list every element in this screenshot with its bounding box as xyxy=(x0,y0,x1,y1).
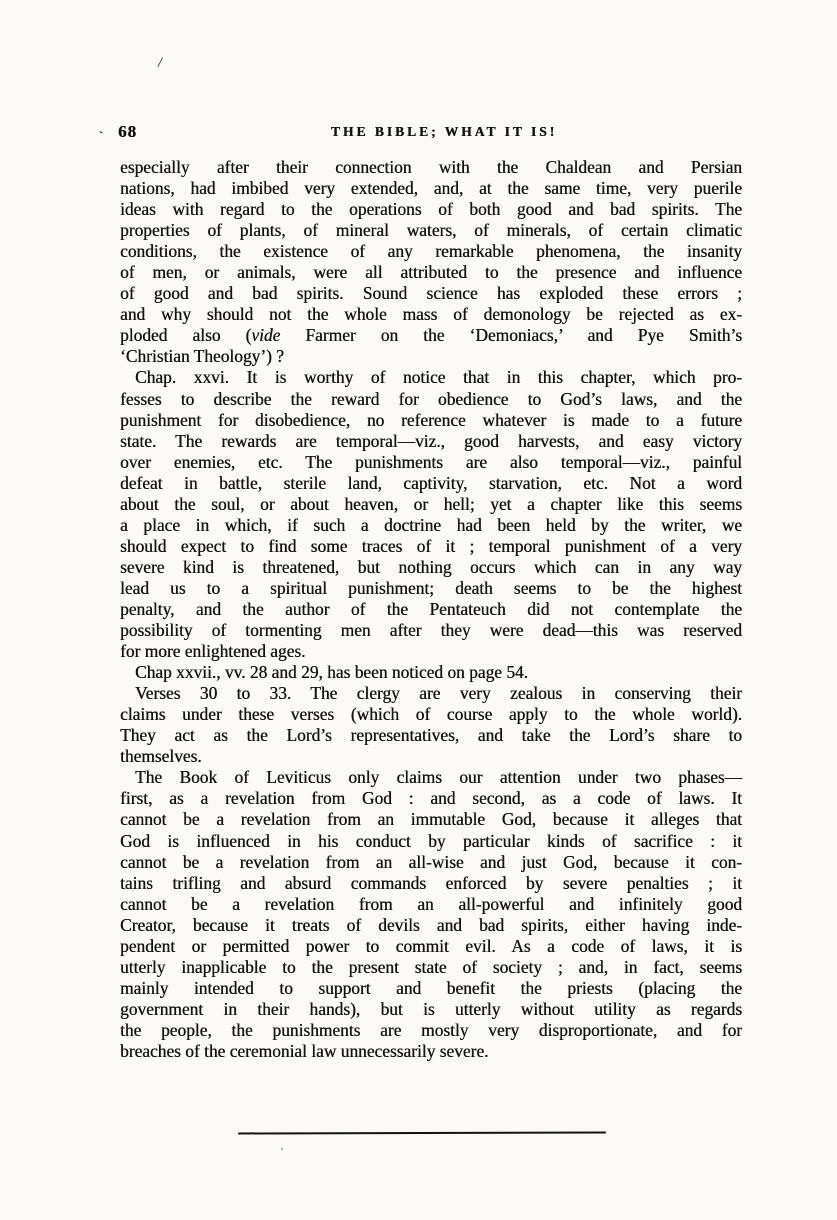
text-line: conditions, the existence of any remarkable phenomena, the insanity xyxy=(120,241,742,262)
text-line: God is influenced in his conduct by particular kinds of sacrifice : it xyxy=(120,830,742,851)
text-line xyxy=(120,325,742,346)
text-line: punishment for disobedience, no reference whatever is made to a future xyxy=(120,409,742,430)
running-title: THE BIBLE; WHAT IT IS! xyxy=(330,124,558,139)
text-line: state. The rewards are temporal—viz., good harvests, and easy victory xyxy=(120,430,742,451)
text-line: especially after their connection with the Chaldean and Persian xyxy=(120,157,742,177)
text-line: cannot be a revelation from an immutable God, because it alleges that xyxy=(120,809,742,830)
text-line: defeat in battle, sterile land, captivity, starvation, etc. Not a word xyxy=(120,472,742,493)
paragraph xyxy=(120,157,742,367)
text-line: pendent or permitted power to commit evil. As a code of laws, it is xyxy=(120,935,742,956)
text-line: nations, had imbibed very extended, and, at the same time, very puerile xyxy=(120,178,742,199)
text-line: a place in which, if such a doctrine had been held by the writer, we xyxy=(120,514,742,535)
paragraph xyxy=(120,662,742,683)
text-line: claims under these verses (which of course apply to the whole world). xyxy=(120,704,742,725)
section-end-rule xyxy=(238,1132,606,1135)
running-header xyxy=(120,120,742,144)
text-line: and why should not the whole mass of demonology be rejected as ex- xyxy=(120,304,742,325)
text-line: utterly inapplicable to the present state of society ; and, in fact, seems xyxy=(120,956,742,977)
text-line: tains trifling and absurd commands enforced by severe penalties ; it xyxy=(120,872,742,893)
stray-scan-mark: / xyxy=(156,54,164,72)
text-line: severe kind is threatened, but nothing occurs which can in any way xyxy=(120,556,742,577)
text-line: mainly intended to support and benefit the priests (placing the xyxy=(120,977,742,998)
text-line: government in their hands), but is utterly without utility as regards xyxy=(120,998,742,1019)
text-line: possibility of tormenting men after they were dead—this was reserved xyxy=(120,620,742,641)
text-line: They act as the Lord’s representatives, and take the Lord’s share to xyxy=(120,725,742,746)
text-line: breaches of the ceremonial law unnecessarily severe. xyxy=(120,1040,489,1061)
text-line: for more enlightened ages. xyxy=(120,641,306,662)
text-line: Creator, because it treats of devils and bad spirits, either having inde- xyxy=(120,914,742,935)
text-line: properties of plants, of mineral waters, of minerals, of certain climatic xyxy=(120,220,742,241)
text-line: lead us to a spiritual punishment; death seems to be the highest xyxy=(120,577,742,598)
text-line: fesses to describe the reward for obedience to God’s laws, and the xyxy=(120,388,742,409)
text-line: themselves. xyxy=(120,746,202,767)
text-line: penalty, and the author of the Pentateuch did not contemplate the xyxy=(120,598,742,619)
text-line: the people, the punishments are mostly very disproportionate, and for xyxy=(120,1019,742,1040)
paragraph xyxy=(120,767,742,1062)
page-number: 68 xyxy=(118,122,137,141)
text-line: ‘Christian Theology’) ? xyxy=(120,346,284,367)
paragraph xyxy=(120,683,742,767)
text-segment: Farmer on the ‘Demoniacs,’ and Pye Smith’s xyxy=(280,325,742,346)
text-line: cannot be a revelation from an all-powerful and infinitely good xyxy=(120,893,742,914)
text-line: of good and bad spirits. Sound science has exploded these errors ; xyxy=(120,283,742,304)
stray-scan-mark: ' xyxy=(281,1146,283,1158)
text-line: should expect to find some traces of it ; temporal punishment of a very xyxy=(120,535,742,556)
text-line: Chap xxvii., vv. 28 and 29, has been noticed on page 54. xyxy=(135,662,528,683)
text-line: about the soul, or about heaven, or hell; yet a chapter like this seems xyxy=(120,493,742,514)
text-line: cannot be a revelation from an all-wise and just God, because it con- xyxy=(120,851,742,872)
text-line: Chap. xxvi. It is worthy of notice that in this chapter, which pro- xyxy=(135,367,742,388)
text-line: ideas with regard to the operations of both good and bad spirits. The xyxy=(120,199,742,220)
text-line: of men, or animals, were all attributed to the presence and influence xyxy=(120,262,742,283)
stray-scan-mark: ` xyxy=(98,129,107,146)
text-segment: ploded also ( xyxy=(120,325,252,346)
text-line: Verses 30 to 33. The clergy are very zealous in conserving their xyxy=(135,683,742,704)
text-line: over enemies, etc. The punishments are also temporal—viz., painful xyxy=(120,451,742,472)
page-body xyxy=(120,157,742,1062)
italic-text: vide xyxy=(251,325,281,346)
text-line: first, as a revelation from God : and second, as a code of laws. It xyxy=(120,788,742,809)
paragraph xyxy=(120,367,742,662)
text-line: The Book of Leviticus only claims our attention under two phases— xyxy=(135,767,742,788)
